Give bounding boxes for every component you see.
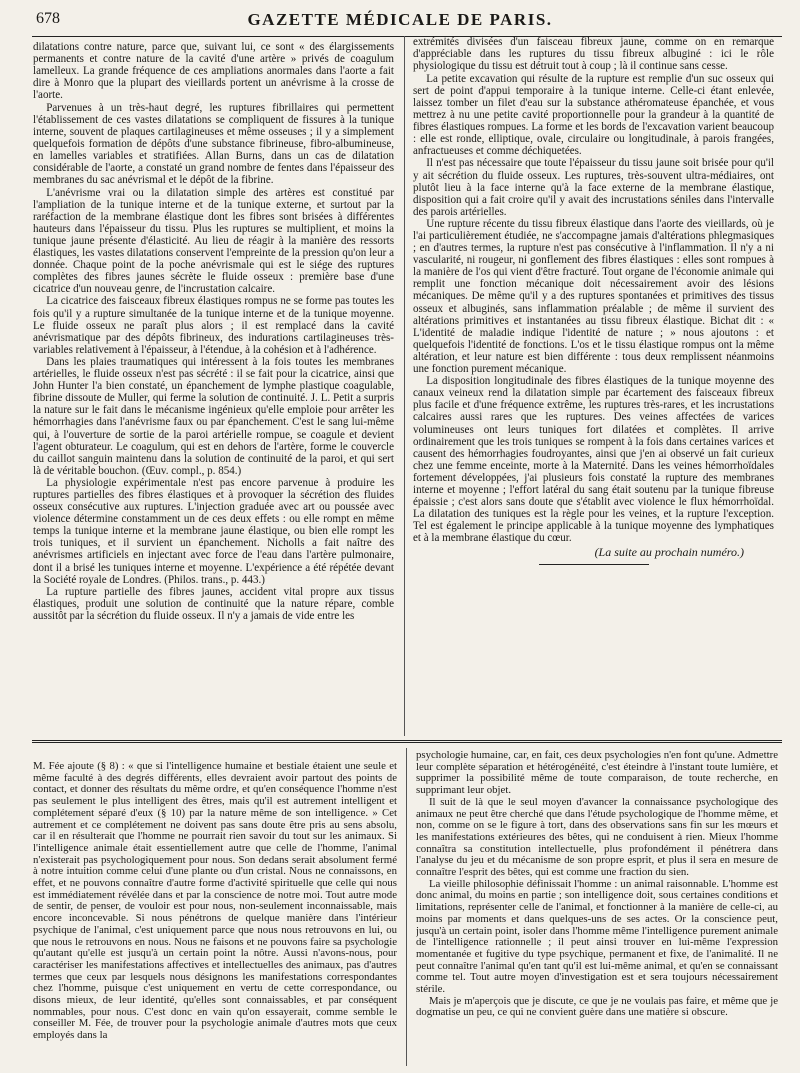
page-header (0, 6, 800, 34)
paragraph: Mais je m'aperçois que je discute, ce que je ne voulais pas faire, et même que je dogmatise un peu, ce qui ne convient guère dans une matière si obscure. (416, 994, 778, 1019)
column-lower-left (33, 761, 397, 1066)
paragraph: La vieille philosophie définissait l'homme : un animal raisonnable. L'homme est donc animal, du moins en partie ; son intelligence doit, sous certaines conditions et limitations, représenter celle de l'animal, et fonctionner à la manière de celle-ci, au moins par moments et dans quelques-uns de ses actes. Or la conscience peut, jusqu'à un certain point, isoler dans l'homme même l'intelligence purement animale de l'intelligence rationnelle ; il peut ainsi trouver en lui-même l'expression momentanée et fugitive du type psychique, permanent et fixe, de l'animalité. Il ne peut connaître l'animal qu'en tant qu'il est lui-même animal, et qu'en se connaissant comme tel. Tout autre moyen d'investigation est et sera toujours nécessairement stérile. (416, 877, 778, 996)
column-upper-left (33, 41, 394, 735)
paragraph: Dans les plaies traumatiques qui intéressent à la fois toutes les membranes artérielles, le fluide osseux n'est pas sécrété : il se fait pour la cicatrice, ainsi que John Hunter l'a bien constaté, un épanchement de lymphe plastique coagulable, fibrine dissoute de Muller, qui ferme la solution de continuité. J. L. Petit a surpris la nature sur le fait dans le mécanisme ingénieux qu'elle emploie pour arrêter les hémorrhagies dans l'anévrisme faux ou par épanchement. C'est le sang lui-même qui, à l'ouverture de sortie de la paroi artérielle rompue, se coagule et devient l'agent obturateur. Le coagulum, qui est en dehors de l'artère, forme le couvercle du caillot sanguin maintenu dans la solution de continuité de la paroi, et qui sert là de véritable bouchon. (Œuv. compl., p. 854.) (33, 356, 394, 477)
paragraph: Il n'est pas nécessaire que toute l'épaisseur du tissu jaune soit brisée pour qu'il y ait sécrétion du fluide osseux. Les ruptures, très-souvent ultra-médiaires, ont plutôt lieu à la face interne qu'à la face externe de la membrane élastique, disposition qui a fait croire qu'il y avait des incrustations séniles dans l'intervalle des parois artérielles. (413, 157, 774, 218)
column-divider (404, 36, 405, 736)
column-upper-right (413, 36, 774, 736)
paragraph: La physiologie expérimentale n'est pas encore parvenue à produire les ruptures partielles des fibres élastiques et à provoquer la sécrétion des fluides osseux consécutive aux ruptures. L'injection graduée avec art ou poussée avec violence détermine constamment un de ces deux effets : ou elle rompt en même temps la tunique interne et la membrane jaune élastique, ou bien elle rompt les trois tuniques, et il survient un épanchement. Nicholls a fait naître des anévrismes artificiels en injectant avec force de l'eau dans l'artère pulmonaire, dont il a brisé les tuniques interne et moyenne. L'expérience a été répétée devant la Société royale de Londres. (Philos. trans., p. 443.) (33, 477, 394, 586)
paragraph: L'anévrisme vrai ou la dilatation simple des artères est constitué par l'ampliation de la tunique interne et de la tunique externe, et surtout par la raréfaction de la membrane élastique dont les fibres sont brisées à différentes hauteurs dans l'épaisseur du tissu. Plus les ruptures se multiplient, et moins la tunique jaune présente d'élasticité. Au lieu de réagir à la manière des ressorts élastiques, les vastes dilatations conservent l'empreinte de la pression qu'on leur a donnée. Chaque point de la poche anévrismale qui est le siége des ruptures complètes des fibres jaunes sécrète le fluide osseux : première base d'une cicatrice d'un nouveau genre, de l'incrustation calcaire. (33, 186, 394, 295)
paragraph: Il suit de là que le seul moyen d'avancer la connaissance psychologique des animaux ne peut être cherché que dans l'étude psychologique de l'homme même, et non, comme on se le figure à tort, dans des observations sans fin sur les mœurs et les manifestations extérieures des bêtes, qui ne conduisent à rien. Mieux l'homme connaîtra sa constitution intellectuelle, plus profondément il pénétrera dans l'analyse du jeu et du mécanisme de son propre esprit, et plus il sera en mesure de connaître l'esprit des bêtes, qui est comme une fraction du sien. (416, 795, 778, 879)
paragraph: dilatations contre nature, parce que, suivant lui, ce sont « des élargissements permanents et contre nature de la cavité d'une artère » privés de coagulum lamelleux. La grande fréquence de ces ampliations anormales dans l'aorte a fait dire à Monro que la plupart des vieillards portent un anévrisme à la crosse de l'aorte. (33, 41, 394, 102)
end-rule (539, 564, 649, 565)
page-number: 678 (36, 10, 60, 27)
paragraph: extrémités divisées d'un faisceau fibreux jaune, comme on en remarque d'appréciable dans les ruptures du tissu fibreux albuginé : ici le rôle physiologique du tissu est détruit tout à coup ; là il continue sans cesse. (413, 36, 774, 73)
paragraph: Parvenues à un très-haut degré, les ruptures fibrillaires qui permettent l'établissement de ces vastes dilatations se compliquent de fissures à la tunique interne, souvent de plaques cartilagineuses et même osseuses ; il y a simplement quelquefois formation de dépôts d'une substance fibrineuse, fibro-albumineuse, en lamelles variables et stratifiées. Allan Burns, dans un cas de dilatation considérable de l'aorte, a constaté un grand nombre de fentes dans l'épaisseur des membranes du sac anévrismal et le dépôt de la fibrine. (33, 101, 394, 187)
paragraph: Une rupture récente du tissu fibreux élastique dans l'aorte des vieillards, où je l'ai particulièrement étudiée, ne s'accompagne jamais d'altérations phlegmasiques ; en d'autres termes, la rupture n'est pas consécutive à l'inflammation. Il n'y a ni vascularité, ni rougeur, ni gonflement des fibres élastiques : elles sont rompues à la manière de l'os qui vient d'être fracturé. Tout organe de l'économie animale qui remplit une fonction mécanique doit nécessairement avoir des lésions mécaniques. De même qu'il y a des ruptures spontanées et primitives des tissus osseux et albuginés, sans inflammation préalable ; de même il survient des altérations primitives et instantanées au tissu fibreux élastique. Bichat dit : « L'identité de maladie indique l'identité de nature ; » nous ajoutons : et quelquefois l'identité de fonctions. L'os et le tissu élastique rompus ont la même altération, et leur nature est bien différente : tous deux remplissent néanmoins une fonction purement mécanique. (413, 218, 774, 375)
column-lower-right (416, 750, 778, 1066)
column-divider (406, 748, 407, 1066)
continuation-note: (La suite au prochain numéro.) (594, 544, 744, 559)
journal-title: GAZETTE MÉDICALE DE PARIS. (247, 10, 553, 29)
paragraph: M. Fée ajoute (§ 8) : « que si l'intelligence humaine et bestiale étaient une seule et même faculté à des degrés différents, elles devraient avoir partout des points de contact, et donner des résultats du même ordre, et qu'en conséquence l'homme n'est pas seulement le plus intelligent des êtres, mais qu'il est autrement intelligent et complétement séparé d'eux (§ 10) par la nature même de son intelligence. » Cet autrement et ce complétement ne doivent pas sans doute être pris au sens absolu, car il en résulterait que l'homme ne pourrait rien savoir du tout sur les animaux. Si l'intelligence animale était essentiellement autre que celle de l'homme, l'animal n'existerait pas psychologiquement pour nous. Son dedans serait absolument fermé à notre intuition comme celui d'une plante ou d'un cristal. Nous ne connaissons, en effet, et ne pouvons connaître d'autre forme d'activité spirituelle que celle qui nous est immédiatement révélée dans et par la conscience de notre moi. Tout autre mode de sentir, de penser, de vouloir est pour nous, non-seulement inconnaissable, mais encore inconcevable. Si nous pénétrons de quelque manière dans l'intérieur psychique de l'animal, c'est uniquement parce que nous nous retrouvons en lui, ou que nous le retrouvons en nous. Nous ne faisons et ne pouvons faire sa psychologie qu'autant qu'elle est jusqu'à un certain point la nôtre. Aussi n'avons-nous, pour caractériser les manifestations affectives et intellectuelles des animaux, pas d'autres termes que ceux par lesquels nous désignons les manifestations correspondantes chez l'homme, puisque c'est uniquement en vertu de cette correspondance, ou disons mieux, de leur identité, qu'elles sont connaissables, et par conséquent nommables, pour nous. C'est donc en vain qu'on essayerait, comme semble le conseiller M. Fée, de trouver pour la psychologie animale d'autres mots que ceux employés dans la (33, 761, 397, 1042)
section-separator (32, 740, 782, 743)
paragraph: psychologie humaine, car, en fait, ces deux psychologies n'en font qu'une. Admettre leur complète séparation et hétérogénéité, c'est éteindre à l'instant toute lumière, et supprimer la possibilité même de toute comparaison, de toute recherche, en supprimant leur objet. (416, 750, 778, 797)
paragraph: La disposition longitudinale des fibres élastiques de la tunique moyenne des canaux veineux rend la dilatation simple par écartement des faisceaux fibreux plus facile et d'une fréquence extrême, les ruptures très-rares, et les incrustations calcaires aussi rares que les ruptures. Des veines affectées de varices volumineuses ont leurs tuniques fort dilatées et complètes. Il arrive ordinairement que les trois tuniques se rompent à la fois dans certaines varices et causent des hémorrhagies foudroyantes, ainsi que j'en ai observé un fait curieux chez une femme enceinte, morte à la Maternité. Dans les veines hémorrhoïdales fortement développées, j'ai plusieurs fois constaté la rupture des membranes interne et moyenne ; l'effort latéral du sang était soutenu par la tunique fibreuse épaissie ; c'est alors sans doute que s'établit avec violence le flux hémorrhoïdal. La dilatation des tuniques est la règle pour les veines, et la rupture l'exception. Tel est également le principe applicable à la tunique moyenne des lymphatiques et à la membrane élastique du cœur. (413, 375, 774, 544)
paragraph: La rupture partielle des fibres jaunes, accident vital propre aux tissus élastiques, produit une solution de continuité que la nature répare, comble aussitôt par la sécrétion du fluide osseux. Il n'y a jamais de vide entre les (33, 586, 394, 623)
paragraph: La cicatrice des faisceaux fibreux élastiques rompus ne se forme pas toutes les fois qu'il y a rupture simultanée de la tunique interne et de la tunique moyenne. Le fluide osseux ne paraît plus alors ; il est remplacé dans la cavité anévrismatique par des dépôts fibrineux, des indurations cartilagineuses très-variables relativement à l'épaisseur, à l'étendue, à la cohésion et à l'adhérence. (33, 295, 394, 356)
paragraph: La petite excavation qui résulte de la rupture est remplie d'un suc osseux qui sert de point d'appui temporaire à la tunique interne. Celle-ci étant enlevée, laissez tomber un filet d'eau sur la substance athéromateuse épanchée, et vous mettrez à nu une petite cavité proportionnelle pour la grandeur à la quantité de fibres élastiques rompues. La forme et les bords de l'excavation varient beaucoup : elle est ronde, elliptique, ovale, circulaire ou longitudinale, à parois frangées, anfractueuses et comme déchiquetées. (413, 72, 774, 157)
